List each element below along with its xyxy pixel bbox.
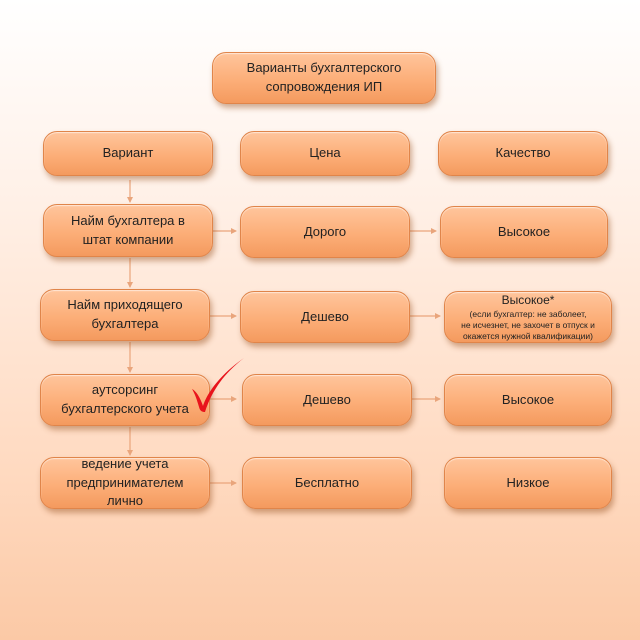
- row-1-quality-label: Высокое: [497, 223, 551, 239]
- row-1-variant-box: [43, 204, 213, 257]
- row-4-quality-label: Низкое: [506, 474, 550, 490]
- row-4-quality-box: [444, 457, 612, 509]
- header-price-label: Цена: [309, 145, 341, 161]
- row-1-price-label: Дорого: [303, 223, 347, 239]
- row-3-quality-label: Высокое: [501, 391, 555, 407]
- diagram-title: Варианты бухгалтерского сопровождения ИП: [246, 60, 402, 94]
- row-3-quality-box: [444, 374, 612, 426]
- row-2-variant-label: Найм приходящего бухгалтера: [67, 297, 183, 331]
- row-3-variant-label: аутсорсинг бухгалтерского учета: [61, 382, 189, 416]
- row-2-quality-note: (если бухгалтер: не заболеет, не исчезнет, не захочет в отпуск и окажется нужной квалификации): [461, 309, 595, 341]
- row-3-price-box: [242, 374, 412, 426]
- row-3-variant-box: [40, 374, 210, 426]
- row-2-price-label: Дешево: [301, 308, 349, 324]
- row-2-quality-box: [444, 291, 612, 343]
- row-2-price-box: [240, 291, 410, 343]
- row-2-variant-box: [40, 289, 210, 341]
- row-4-price-label: Бесплатно: [294, 474, 360, 490]
- header-variant-box: [43, 131, 213, 176]
- header-quality-box: [438, 131, 608, 176]
- row-1-price-box: [240, 206, 410, 258]
- header-price-box: [240, 131, 410, 176]
- header-variant-label: Вариант: [102, 145, 154, 161]
- row-2-quality-label: Высокое*: [501, 292, 555, 307]
- header-quality-label: Качество: [495, 145, 551, 161]
- row-3-price-label: Дешево: [303, 391, 351, 407]
- diagram-title-box: [212, 52, 436, 104]
- row-1-quality-box: [440, 206, 608, 258]
- row-4-price-box: [242, 457, 412, 509]
- row-4-variant-box: [40, 457, 210, 509]
- row-1-variant-label: Найм бухгалтера в штат компании: [71, 212, 185, 247]
- row-4-variant-label: ведение учета предпринимателем лично: [66, 455, 184, 509]
- checkmark-icon: [186, 355, 250, 415]
